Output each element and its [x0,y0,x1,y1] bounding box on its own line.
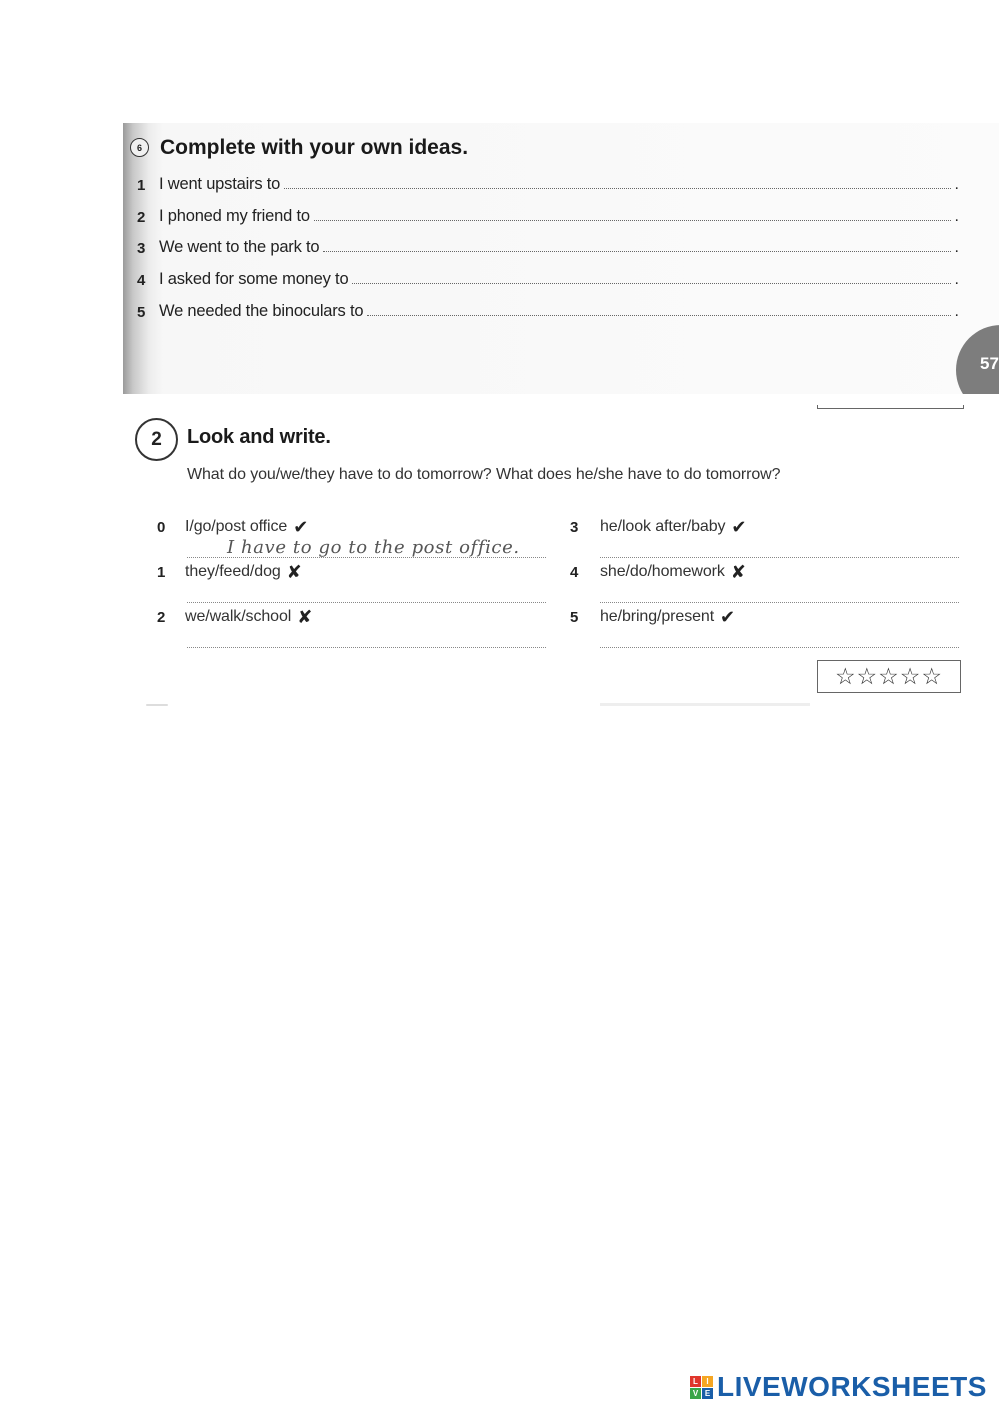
logo-text: LIVEWORKSHEETS [717,1371,987,1402]
page-edge-mark [146,704,168,706]
item-number: 4 [137,272,146,289]
liveworksheets-logo [690,1371,987,1403]
check-mark-icon: ✔ [293,517,309,537]
answer-blank[interactable] [314,216,951,221]
sentence-end: . [954,176,959,193]
item-number: 2 [137,209,146,226]
scanned-page-section [123,123,999,394]
exercise-title: Look and write. [187,426,331,448]
answer-line[interactable] [187,557,546,558]
prompt-item [157,560,302,584]
answer-line[interactable] [187,602,546,603]
score-box-edge [817,405,964,409]
answer-line[interactable] [600,602,959,603]
sentence-row [137,170,959,194]
logo-letter: L [690,1376,701,1387]
answer-line[interactable] [600,647,959,648]
check-mark-icon: ✔ [720,607,736,627]
sentence-start: I went upstairs to [159,175,281,193]
logo-letter: I [702,1376,713,1387]
prompt-text: she/do/homework [600,563,725,580]
page-edge-strip [600,703,810,706]
sentence-row [137,202,959,226]
item-number: 3 [137,240,146,257]
cross-mark-icon: ✘ [286,562,302,582]
star-rating-box: ☆☆☆☆☆ [817,660,961,693]
item-number: 4 [570,563,579,581]
prompt-text: he/bring/present [600,608,715,625]
prompt-text: I/go/post office [185,518,288,535]
sentence-end: . [954,239,959,256]
sentence-end: . [954,208,959,225]
item-number: 3 [570,518,579,536]
sentence-start: We went to the park to [159,238,320,256]
cross-mark-icon: ✘ [297,607,313,627]
answer-blank[interactable] [284,184,951,189]
prompt-text: they/feed/dog [185,563,281,580]
example-answer: I have to go to the post office. [227,537,520,558]
logo-letter: E [702,1388,713,1399]
sentence-end: . [954,271,959,288]
prompt-text: we/walk/school [185,608,292,625]
sentence-row [137,233,959,257]
item-number: 5 [137,304,146,321]
answer-blank[interactable] [323,247,951,252]
prompt-text: he/look after/baby [600,518,726,535]
answer-line[interactable] [187,647,546,648]
item-number: 1 [137,177,146,194]
sentence-start: I phoned my friend to [159,207,310,225]
prompt-item [570,605,735,629]
sentence-end: . [954,303,959,320]
prompt-item [157,605,312,629]
sentence-row [137,265,959,289]
answer-blank[interactable] [367,311,951,316]
sentence-start: I asked for some money to [159,270,349,288]
page-number: 57 [980,354,999,373]
sentence-row [137,297,959,321]
answer-blank[interactable] [352,279,951,284]
exercise-title: Complete with your own ideas. [160,136,469,159]
logo-letter: V [690,1388,701,1399]
sentence-start: We needed the binoculars to [159,302,364,320]
item-number: 2 [157,608,166,626]
prompt-item [157,515,308,539]
prompt-item [570,515,747,539]
item-number: 5 [570,608,579,626]
answer-line[interactable] [600,557,959,558]
item-number: 0 [157,518,166,536]
prompt-item [570,560,746,584]
cross-mark-icon: ✘ [730,562,746,582]
check-mark-icon: ✔ [731,517,747,537]
item-number: 1 [157,563,166,581]
logo-icon [690,1376,713,1399]
exercise-number-badge: 6 [130,138,149,157]
exercise-instruction: What do you/we/they have to do tomorrow? What does he/she have to do tomorrow? [187,466,781,483]
exercise-number-circle: 2 [135,418,178,461]
